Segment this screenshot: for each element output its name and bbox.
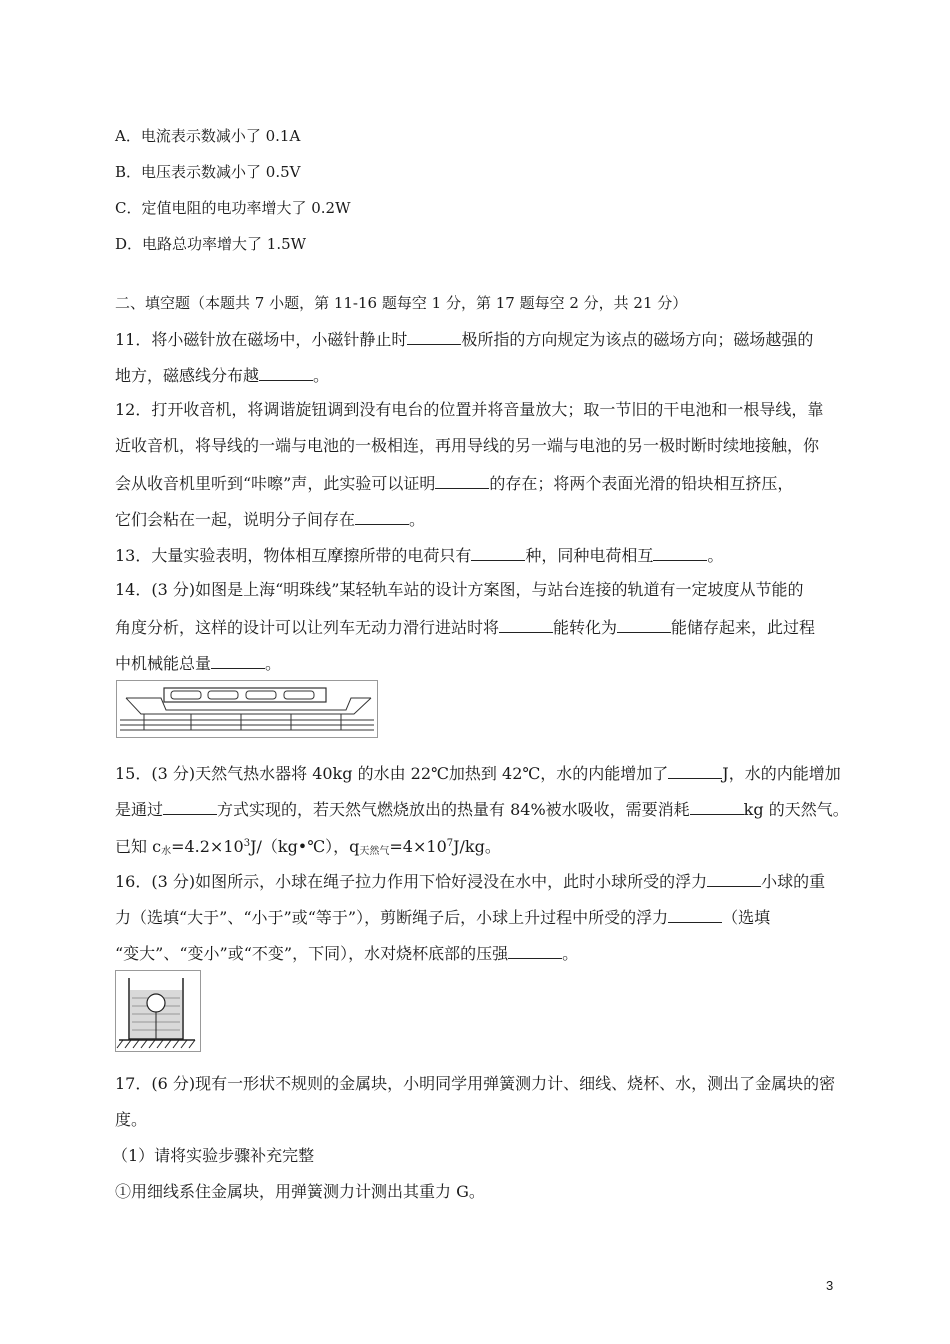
question-12-line-1: 12．打开收音机，将调谐旋钮调到没有电台的位置并将音量放大；取一节旧的干电池和一根导线，靠 bbox=[115, 400, 824, 419]
question-17-subheading: （1）请将实验步骤补充完整 bbox=[112, 1146, 315, 1165]
page-number: 3 bbox=[826, 1278, 834, 1293]
answer-blank bbox=[707, 870, 761, 887]
station-design-figure bbox=[116, 680, 378, 738]
answer-blank bbox=[259, 364, 313, 381]
answer-blank bbox=[617, 616, 671, 633]
answer-blank bbox=[435, 472, 489, 489]
question-15-line-3: 已知 $c_水=4.2\times 10^3J/(kg•℃)$，$q_{天然气}=4\times 10^7J/kg$。 bbox=[115, 837, 501, 857]
option-a: A．电流表示数减小了 0.1A bbox=[115, 127, 301, 145]
answer-blank bbox=[690, 798, 744, 815]
answer-blank bbox=[508, 942, 562, 959]
ball-in-beaker-figure bbox=[115, 970, 201, 1052]
answer-blank bbox=[407, 328, 461, 345]
answer-blank bbox=[211, 652, 265, 669]
answer-blank bbox=[668, 762, 722, 779]
question-15-line-2: 是通过 方式实现的，若天然气燃烧放出的热量有 84%被水吸收，需要消耗 kg 的天然气。 bbox=[115, 800, 849, 819]
question-15-line-1: 15．(3 分)天然气热水器将 40kg 的水由 22℃加热到 42℃，水的内能增加了 J，水的内能增加 bbox=[115, 764, 841, 783]
question-16-line-2: 力（选填“大于”、“小于”或“等于”），剪断绳子后，小球上升过程中所受的浮力 （选填 bbox=[115, 908, 771, 927]
question-14-line-2: 角度分析，这样的设计可以让列车无动力滑行进站时将 能转化为 能储存起来，此过程 bbox=[115, 618, 816, 637]
question-14-line-3: 中机械能总量 。 bbox=[115, 654, 282, 673]
option-b: B．电压表示数减小了 0.5V bbox=[115, 163, 301, 181]
question-12-line-4: 它们会粘在一起，说明分子间存在 。 bbox=[115, 510, 426, 529]
answer-blank bbox=[668, 906, 722, 923]
answer-blank bbox=[499, 616, 553, 633]
question-17-line-2: 度。 bbox=[115, 1110, 148, 1129]
question-14-line-1: 14．(3 分)如图是上海“明珠线”某轻轨车站的设计方案图，与站台连接的轨道有一定坡度从节能的 bbox=[115, 580, 804, 599]
question-17-step-1: ①用细线系住金属块，用弹簧测力计测出其重力 G。 bbox=[115, 1182, 485, 1201]
option-d: D．电路总功率增大了 1.5W bbox=[115, 235, 307, 253]
section-heading: 二、填空题（本题共 7 小题，第 11-16 题每空 1 分，第 17 题每空 2 分，共 21 分） bbox=[115, 294, 688, 312]
question-12-line-3: 会从收音机里听到“咔嚓”声，此实验可以证明 的存在；将两个表面光滑的铅块相互挤压， bbox=[115, 474, 794, 493]
question-17-line-1: 17．(6 分)现有一形状不规则的金属块，小明同学用弹簧测力计、细线、烧杯、水，测出了金属块的密 bbox=[115, 1074, 836, 1093]
answer-blank bbox=[471, 544, 525, 561]
question-16-line-1: 16．(3 分)如图所示，小球在绳子拉力作用下恰好浸没在水中，此时小球所受的浮力 小球的重 bbox=[115, 872, 826, 891]
answer-blank bbox=[653, 544, 707, 561]
question-11-line-2: 地方，磁感线分布越 。 bbox=[115, 366, 330, 385]
question-13: 13．大量实验表明，物体相互摩擦所带的电荷只有 种，同种电荷相互 。 bbox=[115, 546, 724, 565]
answer-blank bbox=[355, 508, 409, 525]
option-c: C．定值电阻的电功率增大了 0.2W bbox=[115, 199, 351, 217]
question-16-line-3: “变大”、“变小”或“不变”，下同），水对烧杯底部的压强 。 bbox=[115, 944, 579, 963]
question-11-line-1: 11．将小磁针放在磁场中，小磁针静止时 极所指的方向规定为该点的磁场方向；磁场越强的 bbox=[115, 330, 814, 349]
question-12-line-2: 近收音机，将导线的一端与电池的一极相连，再用导线的另一端与电池的另一极时断时续地接触，你 bbox=[115, 436, 820, 455]
answer-blank bbox=[163, 798, 217, 815]
